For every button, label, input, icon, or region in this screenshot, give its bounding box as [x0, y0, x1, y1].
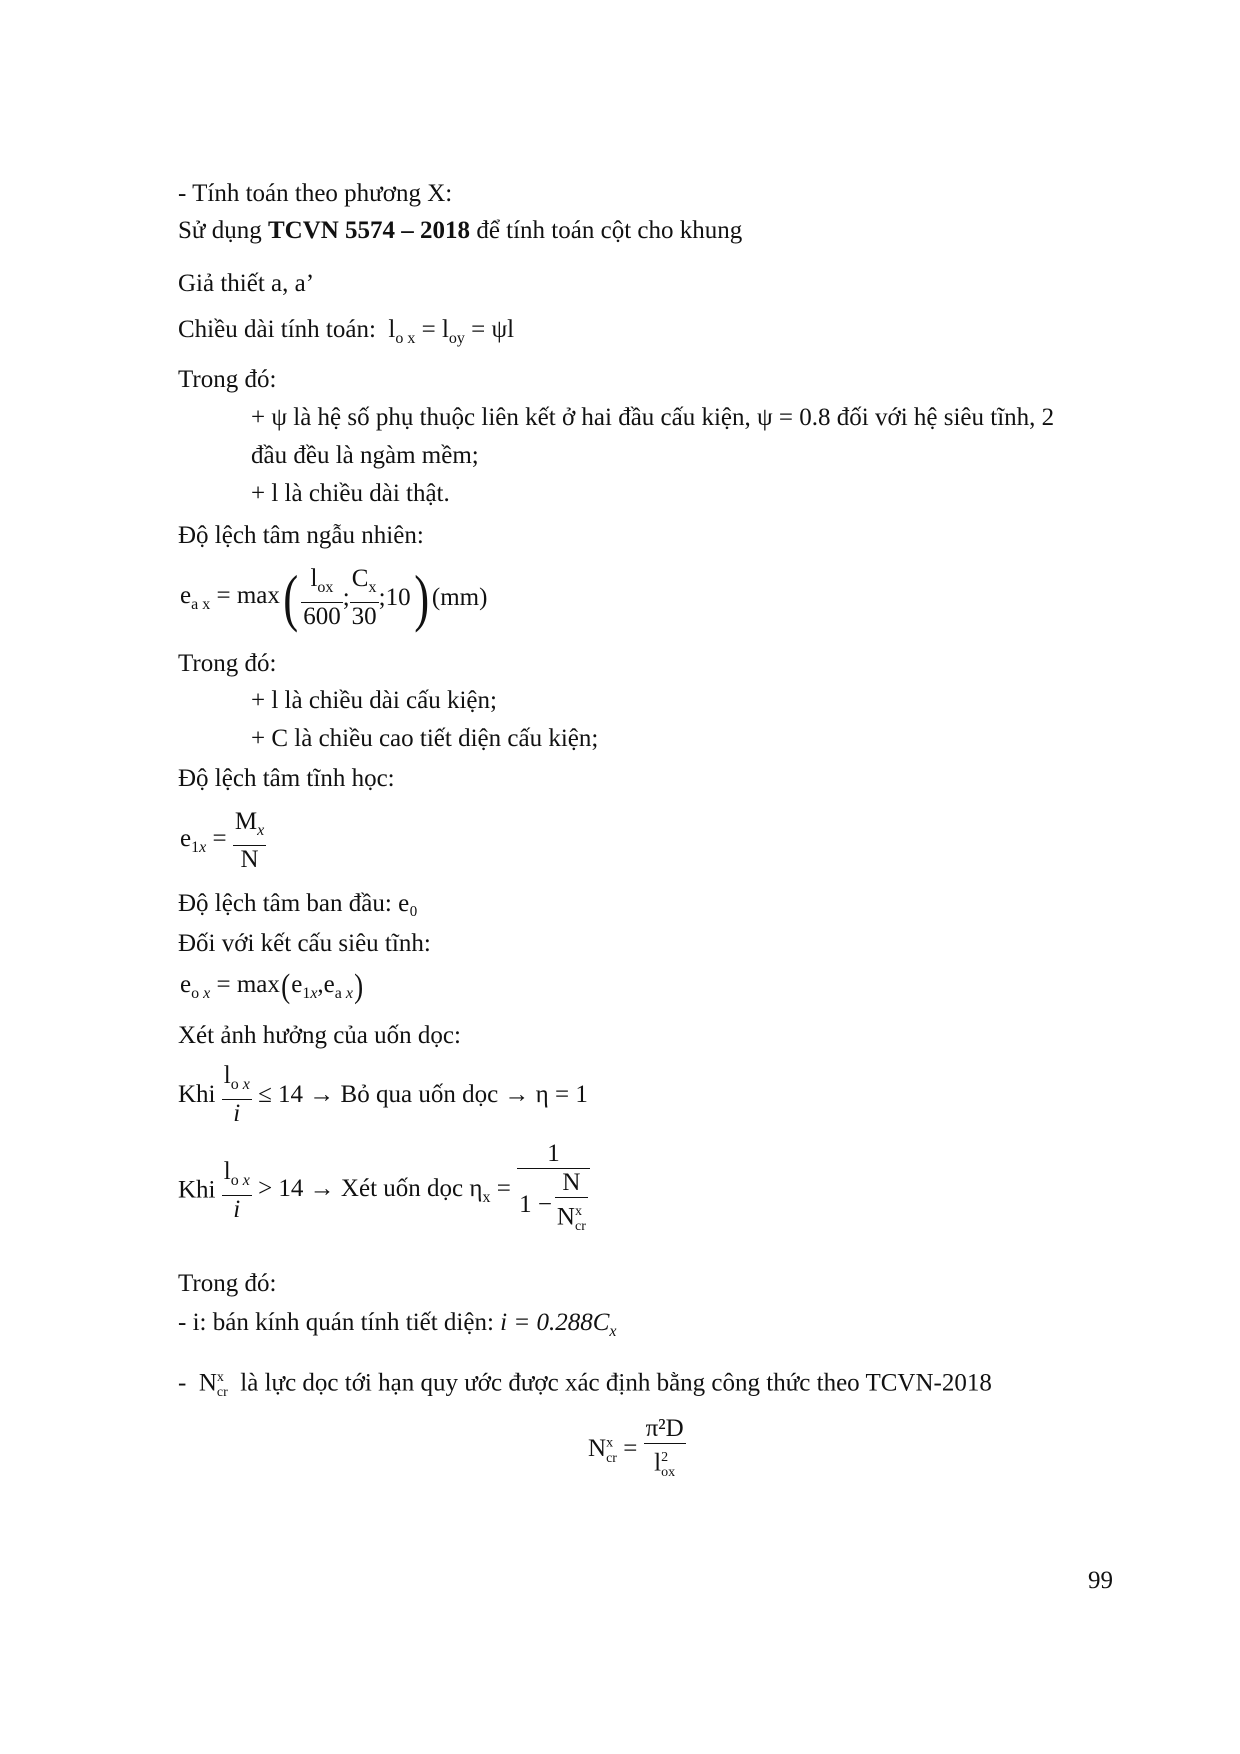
- where-label-2: Trong đó:: [178, 650, 277, 677]
- radius-label: - i: bán kính quán tính tiết diện:: [178, 1309, 494, 1336]
- calc-length-label: Chiều dài tính toán:: [178, 316, 376, 343]
- heading-direction-x: - Tính toán theo phương X:: [178, 180, 453, 207]
- where-label-3: Trong đó:: [178, 1270, 277, 1297]
- radius-formula: $i = 0.288C_x$: [500, 1309, 617, 1340]
- calc-length-formula: $l_{o x} = l_{oy} = \psi l$: [388, 316, 515, 347]
- ncr-definition: - $N^x_{cr}$ là lực dọc tới hạn quy ước được xác định bằng công thức theo TCVN-2018: [178, 1369, 992, 1401]
- standard-line: [178, 215, 742, 247]
- psi-definition-1: + ψ là hệ số phụ thuộc liên kết ở hai đầu cấu kiện, ψ = 0.8 đối với hệ siêu tĩnh, 2: [251, 404, 1055, 431]
- c-definition: + C là chiều cao tiết diện cấu kiện;: [251, 725, 599, 752]
- psi-definition-2: đầu đều là ngàm mềm;: [251, 442, 479, 469]
- radius-line: [178, 1307, 617, 1348]
- initial-eccentricity-label: Độ lệch tâm ban đầu: e₀: [178, 890, 418, 917]
- indeterminate-label: Đối với kết cấu siêu tĩnh:: [178, 930, 431, 957]
- static-eccentricity-label: Độ lệch tâm tĩnh học:: [178, 765, 395, 792]
- ncr-formula: $N^x_{cr}$ = $\frac{\text{π²D}}{l^2_{ox}}$: [588, 1415, 684, 1481]
- where-label-1: Trong đó:: [178, 366, 277, 393]
- calc-length-line: [178, 314, 514, 355]
- ignore-buckling-condition: Khi $\frac{l_{o x}}{i}$ ≤ 14 → Bỏ qua uốn dọc → η = 1: [178, 1062, 588, 1127]
- random-eccentricity-label: Độ lệch tâm ngẫu nhiên:: [178, 522, 424, 549]
- assumption-line: Giả thiết a, a’: [178, 270, 315, 297]
- consider-buckling-condition: Khi $\frac{l_{o x}}{i}$ > 14 → Xét uốn dọc $\eta_x$ = 1 1 − $\frac{N}{N^x_{cr}}$: [178, 1140, 590, 1241]
- standard-prefix: Sử dụng: [178, 217, 268, 244]
- initial-eccentricity-formula: $e_{o x} = \max(e_{1x},e_{a x})$: [180, 968, 364, 1005]
- l-definition: + l là chiều dài thật.: [251, 480, 450, 507]
- standard-suffix: để tính toán cột cho khung: [470, 217, 743, 244]
- static-eccentricity-formula: $e_{1x}$ = $\frac{M_x}{N}$: [180, 808, 265, 873]
- l-definition-2: + l là chiều dài cấu kiện;: [251, 687, 497, 714]
- random-eccentricity-formula: $e_{a x} = \max$( $\frac{l_{ox}}{600}$ ; $\frac{C_x}{30}$ ;10) (mm): [180, 562, 488, 633]
- standard-code: TCVN 5574 – 2018: [267, 217, 471, 244]
- buckling-label: Xét ảnh hưởng của uốn dọc:: [178, 1022, 461, 1049]
- page-number: 99: [1088, 1567, 1113, 1594]
